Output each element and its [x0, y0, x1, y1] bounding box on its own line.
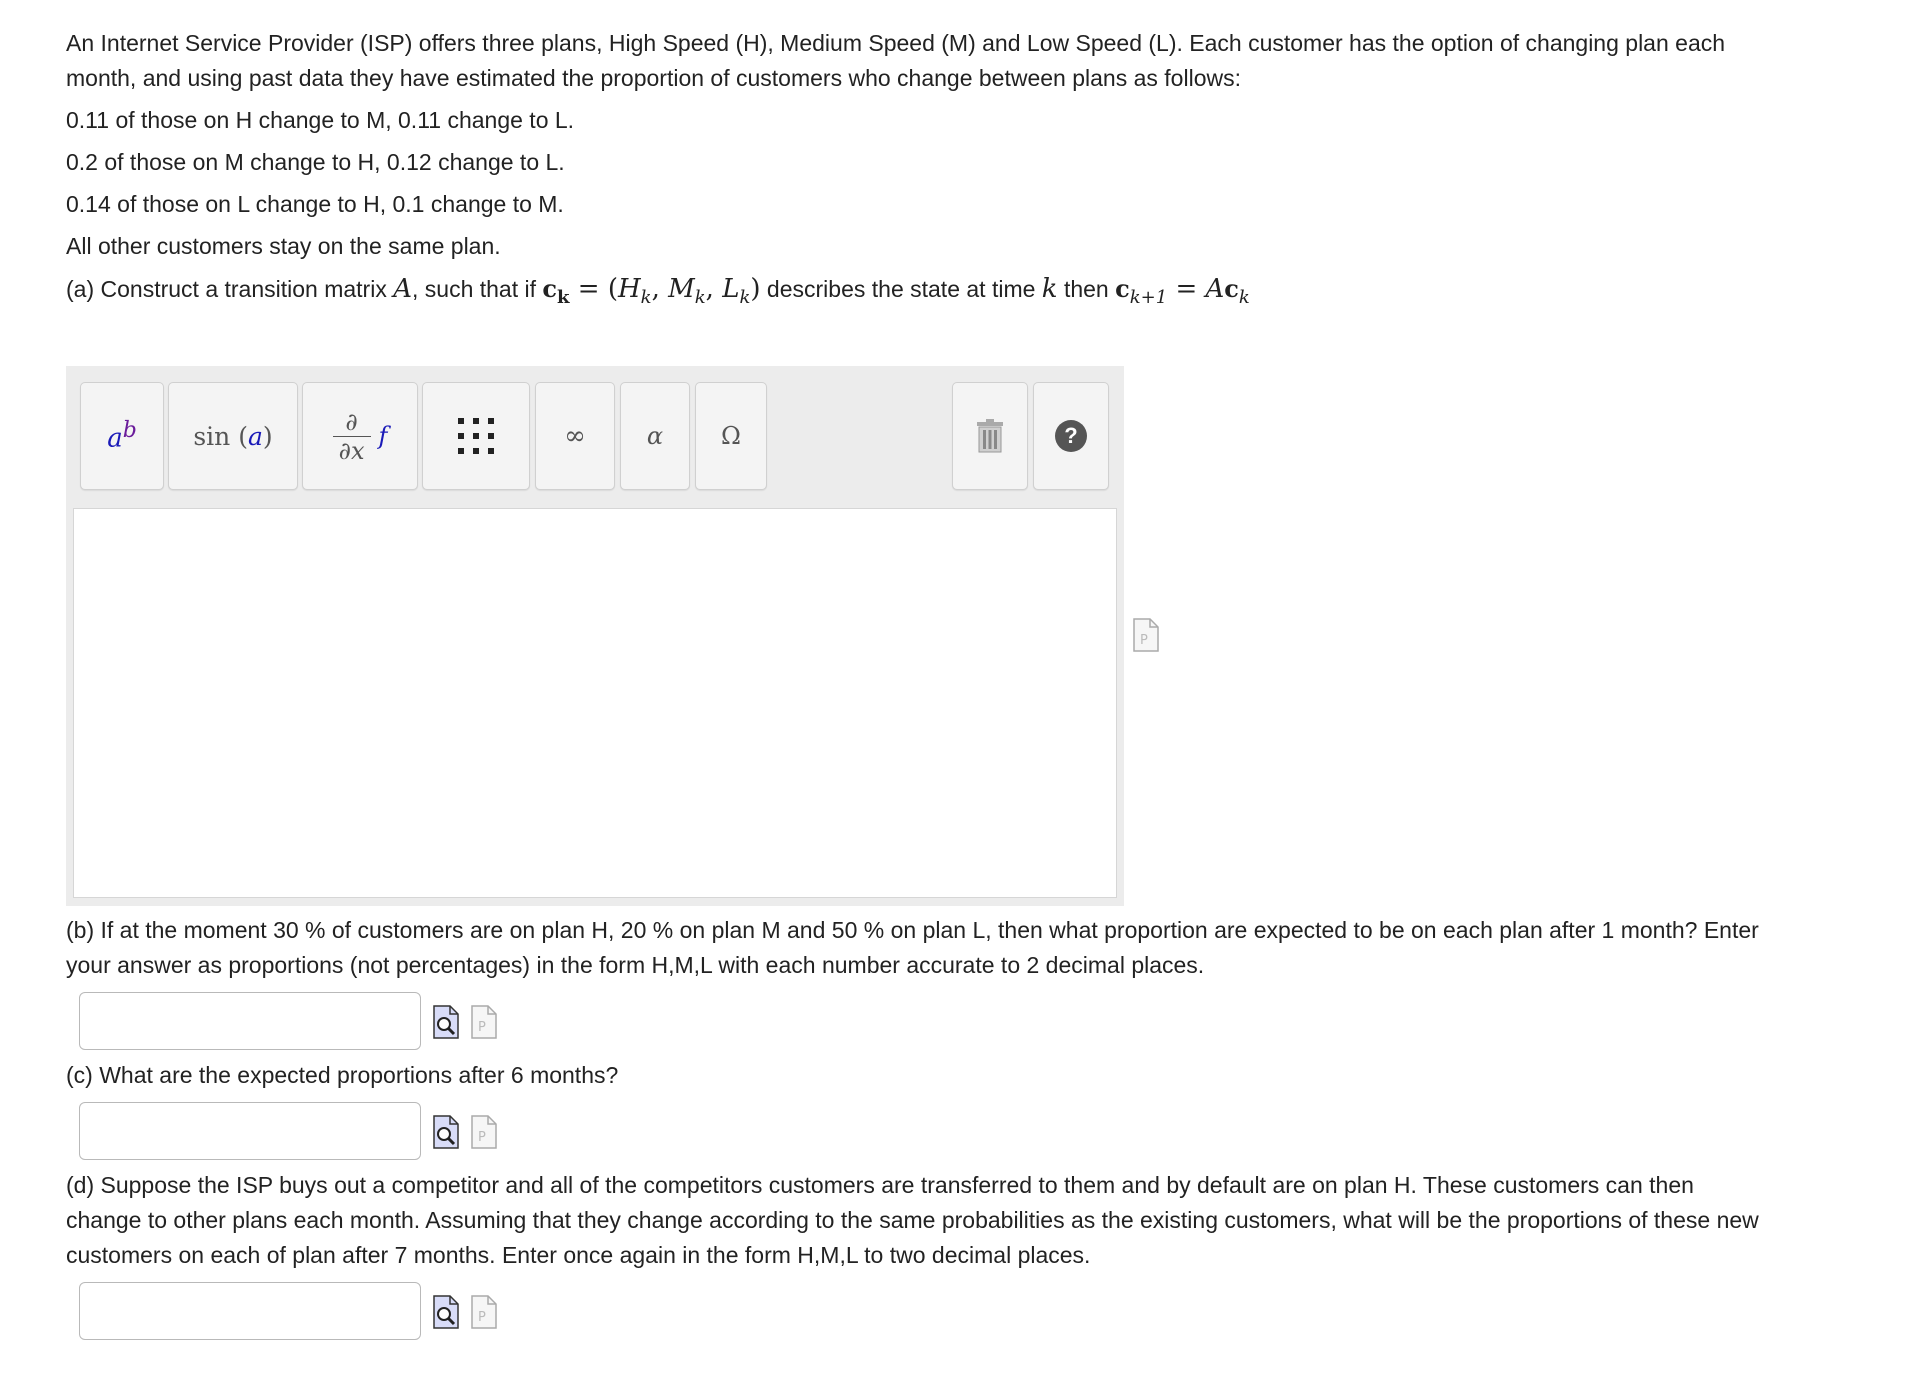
help-icon: ? — [1055, 420, 1087, 452]
part-b-answer-input[interactable] — [79, 992, 421, 1050]
preview-icon[interactable] — [1132, 618, 1160, 652]
rule-l: 0.14 of those on L change to H, 0.1 change to M. — [66, 191, 564, 217]
part-d-text: (d) Suppose the ISP buys out a competitor and all of the competitors customers are transferred to them and by default are on plan H. These customers can then change to other plans each month. Assuming that they change according to the same probabilities as the existing customers, what will be the proportions of these new customers on each of plan after 7 months. Enter once again in the form H,M,L to two decimal places. — [66, 1172, 1759, 1268]
alpha-icon: α — [646, 422, 664, 450]
matrix-button[interactable] — [422, 382, 530, 490]
trash-icon — [976, 419, 1004, 453]
preview-icon[interactable] — [470, 1115, 498, 1149]
preview-icon[interactable] — [470, 1295, 498, 1329]
derivative-button[interactable] — [302, 382, 418, 490]
svg-text:P: P — [478, 1130, 486, 1145]
matrix-answer-area[interactable] — [73, 508, 1117, 898]
question-body — [66, 26, 1766, 322]
infinity-icon: ∞ — [564, 421, 586, 451]
part-d-answer-input[interactable] — [79, 1282, 421, 1340]
svg-text:P: P — [478, 1310, 486, 1325]
rule-h: 0.11 of those on H change to M, 0.11 change to L. — [66, 107, 575, 133]
delete-button[interactable] — [952, 382, 1028, 490]
part-b-text: (b) If at the moment 30 % of customers are on plan H, 20 % on plan M and 50 % on plan L, then what proportion are expected to be on each plan after 1 month? Enter your answer as proportions (not percentages) in the form H,M,L with each number accurate to 2 decimal places. — [66, 917, 1759, 978]
math-editor — [66, 366, 1124, 906]
superscript-icon: $a^b$ — [107, 418, 137, 454]
omega-icon: Ω — [721, 422, 741, 450]
check-syntax-icon[interactable] — [432, 1115, 460, 1149]
intro-text: An Internet Service Provider (ISP) offers three plans, High Speed (H), Medium Speed (M) and Low Speed (L). Each customer has the option of changing plan each month, and using past data they have estimated the proportion of customers who change between plans as follows: — [66, 30, 1726, 91]
check-syntax-icon[interactable] — [432, 1295, 460, 1329]
svg-text:P: P — [478, 1020, 486, 1035]
matrix-icon — [456, 416, 496, 456]
help-button[interactable] — [1033, 382, 1109, 490]
alpha-button[interactable] — [620, 382, 690, 490]
check-syntax-icon[interactable] — [432, 1005, 460, 1039]
rule-m: 0.2 of those on M change to H, 0.12 change to L. — [66, 149, 565, 175]
svg-text:P: P — [1140, 633, 1148, 648]
omega-button[interactable] — [695, 382, 767, 490]
function-icon: sin (a) — [193, 421, 273, 451]
derivative-icon: ∂ ∂x f — [333, 408, 388, 465]
part-a-text: (a) Construct a transition matrix A, such that if $c_k = (H_k$, $M_k$, $L_k$) describes the state at time k then $c_{k+1} = Ac_k$ — [66, 274, 1250, 308]
superscript-button[interactable] — [80, 382, 164, 490]
rule-other: All other customers stay on the same plan. — [66, 233, 501, 259]
infinity-button[interactable] — [535, 382, 615, 490]
part-c-text: (c) What are the expected proportions after 6 months? — [66, 1062, 619, 1088]
function-button[interactable] — [168, 382, 298, 490]
part-c-answer-input[interactable] — [79, 1102, 421, 1160]
preview-icon[interactable] — [470, 1005, 498, 1039]
